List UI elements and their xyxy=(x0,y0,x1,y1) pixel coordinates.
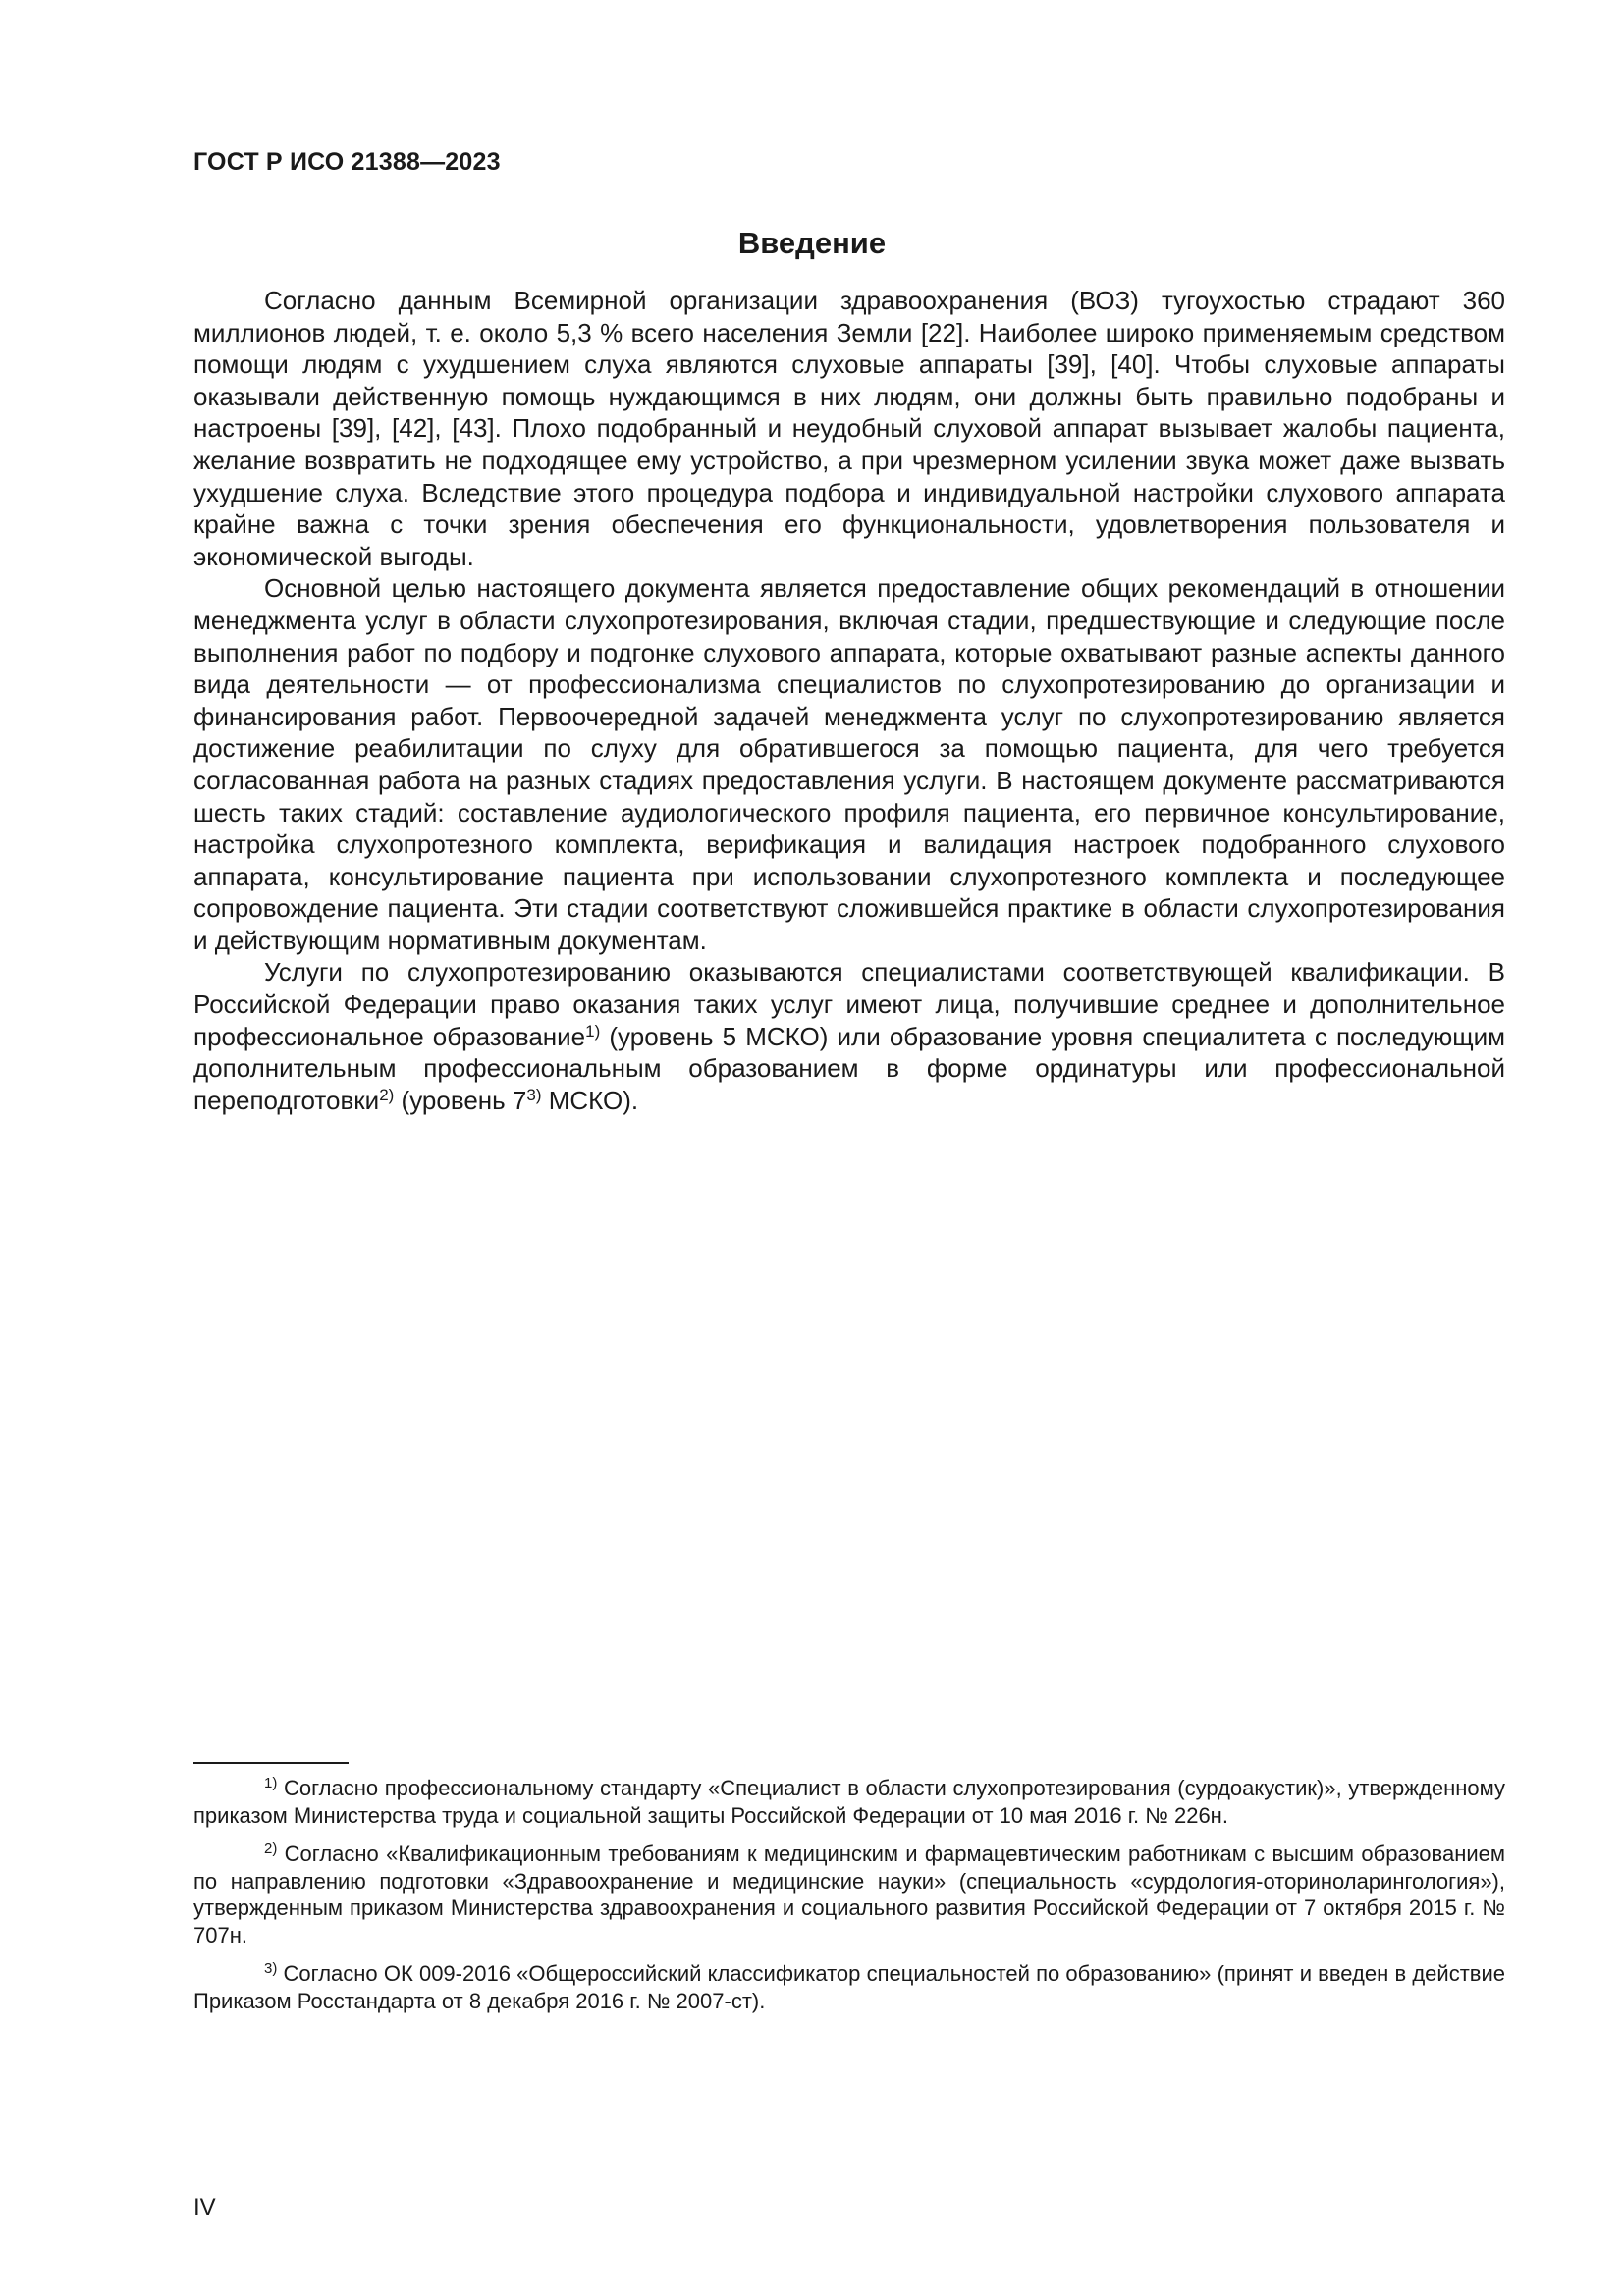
footnotes xyxy=(193,1775,1505,2026)
paragraph-3-text: (уровень 7 xyxy=(394,1085,527,1115)
section-title: Введение xyxy=(737,226,887,260)
body-text xyxy=(193,285,1505,1116)
footnote-3 xyxy=(193,1960,1505,2014)
paragraph-1: Согласно данным Всемирной организации здравоохранения (ВОЗ) тугоухостью страдают 360 миллионов людей, т. е. около 5,3 % всего населения Земли [22]. Наиболее широко применяемым средством помощи людям с ухудшением слуха являются слуховые аппараты [39], [40]. Чтобы слуховые аппараты оказывали действенную помощь нуждающимся в них людям, они должны быть правильно подобраны и настроены [39], [42], [43]. Плохо подобранный и неудобный слуховой аппарат вызывает жалобы пациента, желание возвратить не подходящее ему устройство, а при чрезмерном усилении звука может даже вызвать ухудшение слуха. Вследствие этого процедура подбора и индивидуальной настройки слухового аппарата крайне важна с точки зрения обеспечения его функциональности, удовлетворения пользователя и экономической выгоды. xyxy=(193,286,1505,571)
page-number: IV xyxy=(193,2194,216,2220)
document-code-header: ГОСТ Р ИСО 21388—2023 xyxy=(193,148,501,176)
footnote-ref-3[interactable]: 3) xyxy=(526,1085,542,1104)
paragraph-3-text: МСКО). xyxy=(541,1085,639,1115)
footnote-3-text: Согласно ОК 009-2016 «Общероссийский классификатор специальностей по образованию» (принят и введен в действие Приказом Росстандарта от 8 декабря 2016 г. № 2007-ст). xyxy=(193,1961,1505,2013)
paragraph-3-text: Услуги по слухопротезированию оказываются специалистами соответствующей квалификации. В Российской Федерации право оказания таких услуг имеют лица, получившие среднее и дополнительное профессиональное образование xyxy=(193,957,1505,1051)
footnote-ref-1[interactable]: 1) xyxy=(585,1021,601,1041)
paragraph-2: Основной целью настоящего документа является предоставление общих рекомендаций в отношении менеджмента услуг в области слухопротезирования, включая стадии, предшествующие и следующие после выполнения работ по подбору и подгонке слухового аппарата, которые охватывают разные аспекты данного вида деятельности — от профессионализма специалистов по слухопротезированию до организации и финансирования работ. Первоочередной задачей менеджмента услуг по слухопротезированию является достижение реабилитации по слуху для обратившегося за помощью пациента, для чего требуется согласованная работа на разных стадиях предоставления услуги. В настоящем документе рассматриваются шесть таких стадий: составление аудиологического профиля пациента, его первичное консультирование, настройка слухопротезного комплекта, верификация и валидация настроек подобранного слухового аппарата, консультирование пациента при использовании слухопротезного комплекта и последующее сопровождение пациента. Эти стадии соответствуют сложившейся практике в области слухопротезирования и действующим нормативным документам. xyxy=(193,573,1505,955)
footnote-1-text: Согласно профессиональному стандарту «Специалист в области слухопротезирования (сурдоакустик)», утвержденному приказом Министерства труда и социальной защиты Российской Федерации от 10 мая 2016 г. № 226н. xyxy=(193,1776,1505,1828)
footnote-marker-2: 2) xyxy=(264,1841,278,1857)
footnote-2 xyxy=(193,1841,1505,1949)
footnote-marker-3: 3) xyxy=(264,1960,278,1977)
paragraph-3 xyxy=(193,956,1505,1116)
footnote-2-text: Согласно «Квалификационным требованиям к медицинским и фармацевтическим работникам с высшим образованием по направлению подготовки «Здравоохранение и медицинские науки» (специальность «сурдология-оториноларингология»), утвержденным приказом Министерства здравоохранения и социального развития Российской Федерации от 7 октября 2015 г. № 707н. xyxy=(193,1842,1505,1948)
footnote-ref-2[interactable]: 2) xyxy=(379,1085,395,1104)
footnote-marker-1: 1) xyxy=(264,1775,278,1791)
footnote-1 xyxy=(193,1775,1505,1829)
paragraph-3-text: (уровень 5 МСКО) или образование уровня специалитета с последующим дополнительным профессиональным образованием в форме ординатуры или профессиональной переподготовки xyxy=(193,1021,1505,1115)
footnote-divider xyxy=(193,1762,349,1764)
